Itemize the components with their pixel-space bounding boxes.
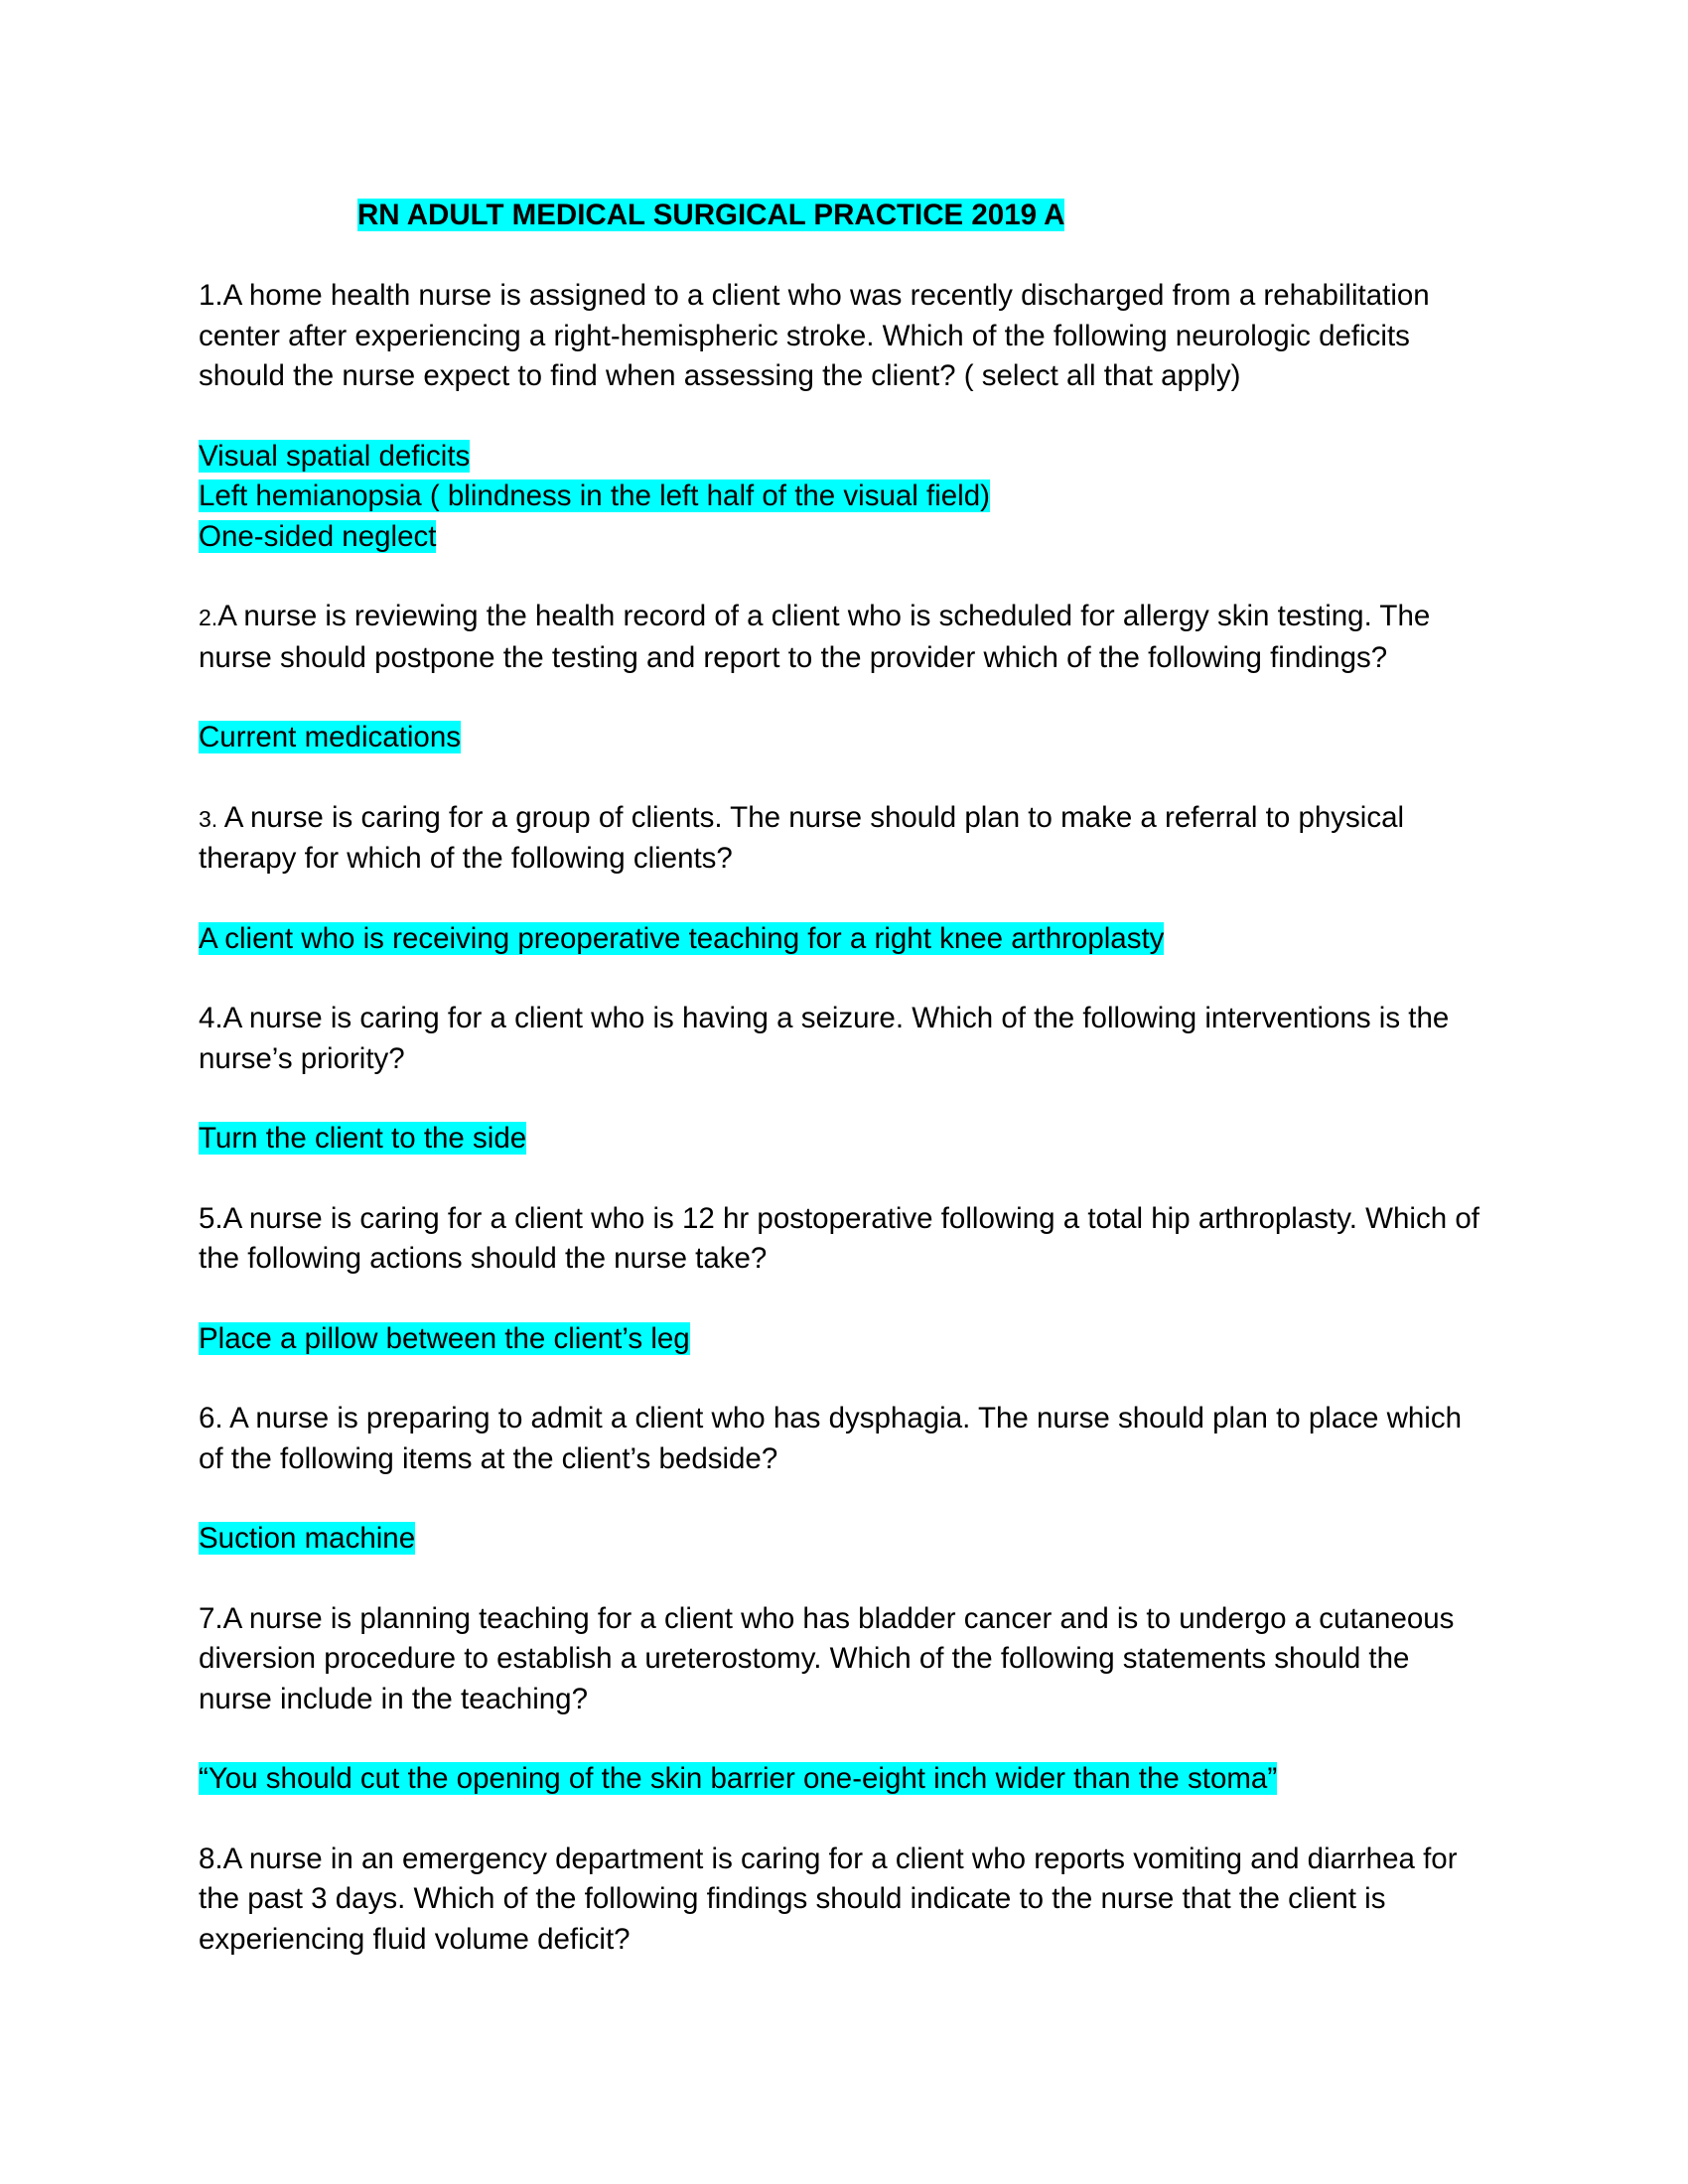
highlighted-answer: Suction machine — [199, 1522, 416, 1555]
question-list — [199, 276, 1489, 1960]
answer-line — [199, 1119, 1489, 1160]
answer-line — [199, 477, 1489, 517]
highlighted-answer: Current medications — [199, 721, 461, 753]
answer-line — [199, 919, 1489, 960]
question-3 — [199, 798, 1489, 880]
answer-line — [199, 517, 1489, 558]
document-title-line — [357, 195, 1489, 235]
question-number: 1. — [199, 279, 223, 312]
answer-line — [199, 1519, 1489, 1560]
question-number: 4. — [199, 1002, 223, 1034]
answer-block — [199, 1759, 1489, 1800]
question-number: 6. — [199, 1402, 223, 1434]
answer-block — [199, 919, 1489, 960]
highlighted-answer: Left hemianopsia ( blindness in the left half of the visual field) — [199, 479, 990, 512]
answer-line — [199, 1759, 1489, 1800]
question-number: 7. — [199, 1601, 223, 1635]
question-number: 5. — [199, 1201, 223, 1235]
highlighted-answer: “You should cut the opening of the skin barrier one-eight inch wider than the stoma” — [199, 1762, 1278, 1795]
answer-block — [199, 1319, 1489, 1360]
question-number: 8. — [199, 1842, 223, 1875]
highlighted-answer: One-sided neglect — [199, 519, 437, 553]
question-5 — [199, 1199, 1489, 1280]
question-7 — [199, 1599, 1489, 1720]
question-text: A nurse is planning teaching for a client who has bladder cancer and is to undergo a cutaneous diversion procedure to establish a ureterostomy. Which of the following statements should the nurse include in the teaching? — [199, 1601, 1455, 1715]
answer-block — [199, 1119, 1489, 1160]
answer-line — [199, 437, 1489, 478]
question-4 — [199, 999, 1489, 1079]
question-number: 2. — [199, 605, 218, 630]
document-title: RN ADULT MEDICAL SURGICAL PRACTICE 2019 A — [357, 199, 1065, 231]
question-text: A nurse is reviewing the health record of a client who is scheduled for allergy skin testing. The nurse should postpone the testing and report to the provider which of the following findings? — [199, 600, 1431, 674]
question-6 — [199, 1399, 1489, 1479]
question-text: A nurse is caring for a client who is having a seizure. Which of the following interventions is the nurse’s priority? — [199, 1002, 1450, 1075]
answer-block — [199, 437, 1489, 558]
question-2 — [199, 597, 1489, 678]
document-content — [199, 195, 1489, 1999]
highlighted-answer: Place a pillow between the client’s leg — [199, 1321, 690, 1355]
answer-line — [199, 1319, 1489, 1360]
answer-block — [199, 1519, 1489, 1560]
highlighted-answer: Turn the client to the side — [199, 1122, 527, 1155]
question-text: A nurse in an emergency department is caring for a client who reports vomiting and diarrhea for the past 3 days. Which of the following findings should indicate to the nurse that the client is experiencing fluid volume deficit? — [199, 1842, 1458, 1956]
question-text: A nurse is preparing to admit a client who has dysphagia. The nurse should plan to place which of the following items at the client’s bedside? — [199, 1402, 1463, 1475]
question-number: 3. — [199, 805, 218, 832]
highlighted-answer: Visual spatial deficits — [199, 439, 471, 473]
question-text: A nurse is caring for a client who is 12 hr postoperative following a total hip arthroplasty. Which of the following actions should the nurse take? — [199, 1201, 1479, 1275]
question-8 — [199, 1840, 1489, 1961]
highlighted-answer: A client who is receiving preoperative teaching for a right knee arthroplasty — [199, 921, 1165, 955]
question-text: A nurse is caring for a group of clients. The nurse should plan to make a referral to physical therapy for which of the following clients? — [199, 800, 1405, 875]
question-1 — [199, 276, 1489, 397]
answer-line — [199, 718, 1489, 758]
question-text: A home health nurse is assigned to a client who was recently discharged from a rehabilitation center after experiencing a right-hemispheric stroke. Which of the following neurologic deficits should the nurse expect to find when assessing the client? ( select all that apply) — [199, 279, 1430, 392]
answer-block — [199, 718, 1489, 758]
